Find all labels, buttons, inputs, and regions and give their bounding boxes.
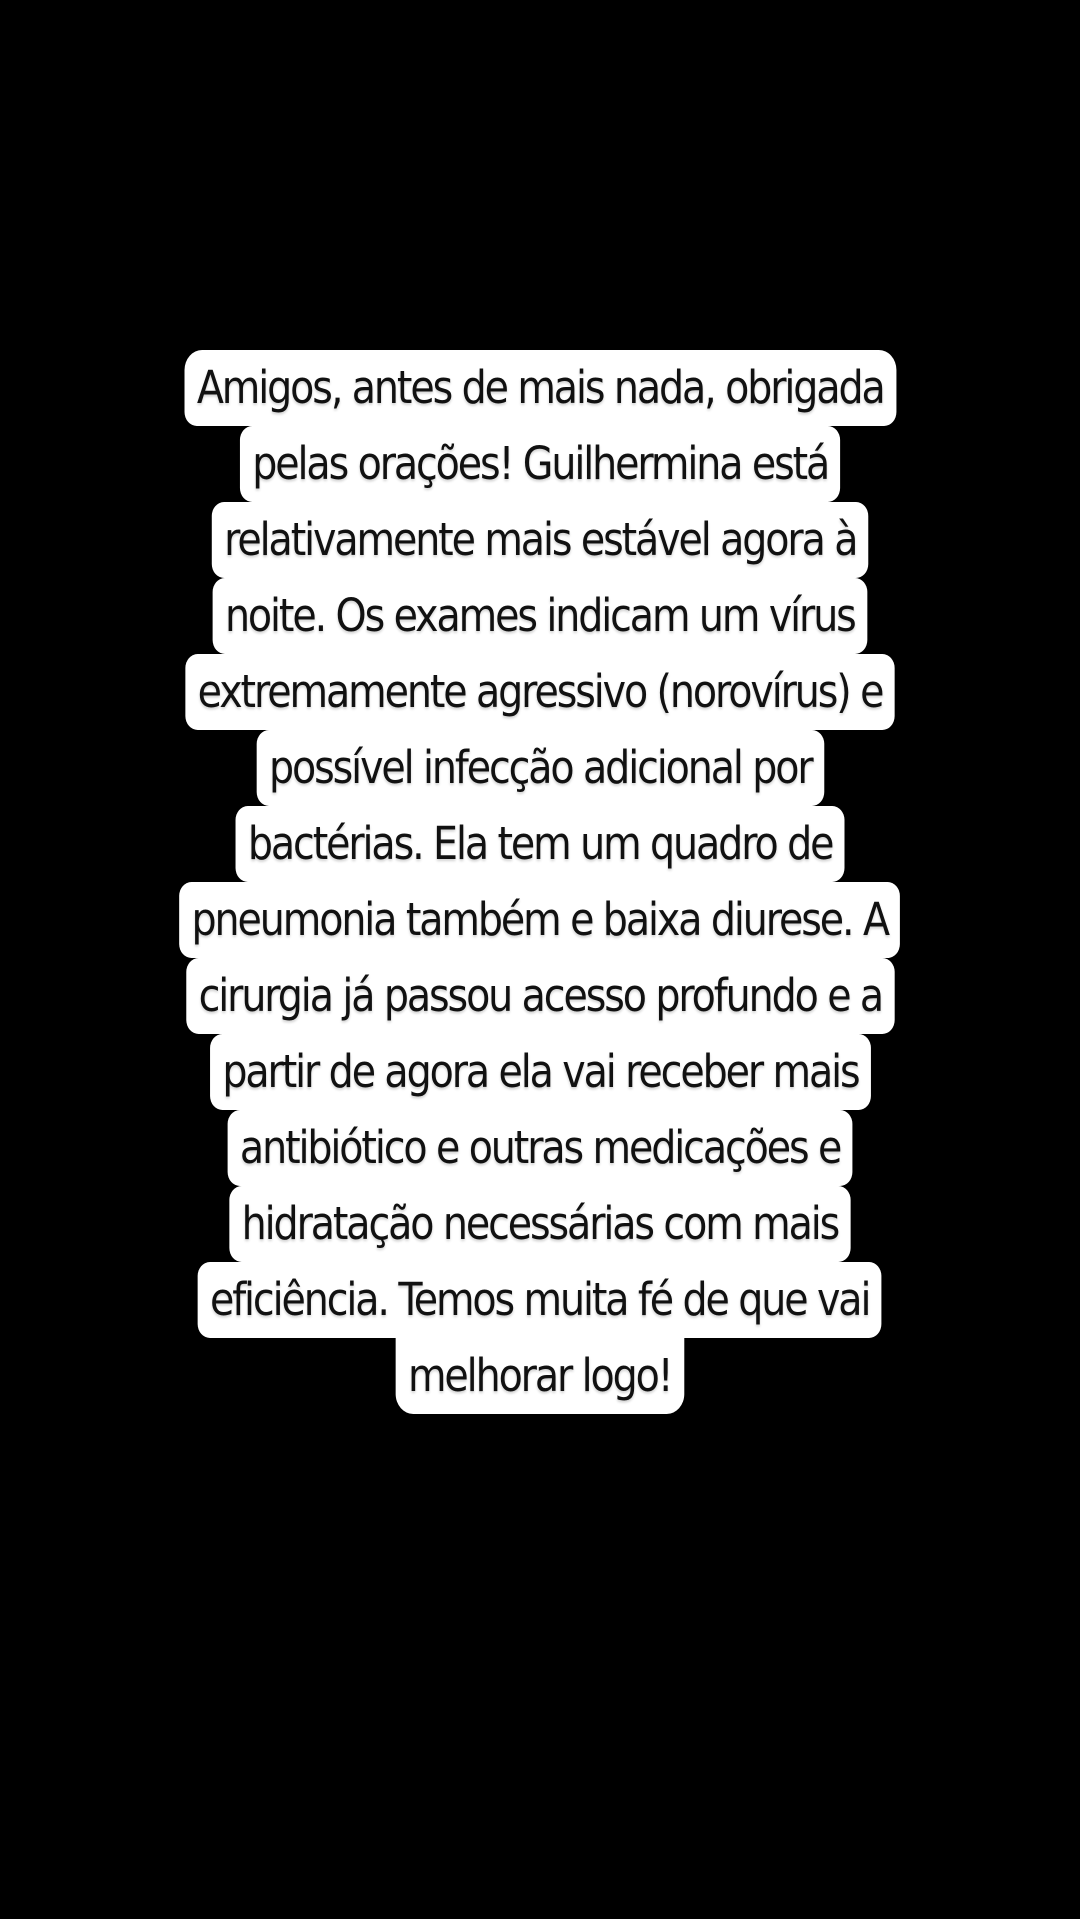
- story-text-line: pelas orações! Guilhermina está: [240, 426, 841, 502]
- story-text-line: noite. Os exames indicam um vírus: [213, 578, 867, 654]
- story-text-line: relativamente mais estável agora à: [212, 502, 869, 578]
- story-text-line: eficiência. Temos muita fé de que vai: [198, 1262, 882, 1338]
- story-text-line: Amigos, antes de mais nada, obrigada: [184, 350, 895, 426]
- story-text-line: melhorar logo!: [396, 1338, 684, 1414]
- story-text-block: [0, 350, 1080, 1414]
- story-text-line: hidratação necessárias com mais: [229, 1186, 850, 1262]
- story-text-line: bactérias. Ela tem um quadro de: [235, 806, 844, 882]
- story-text-line: extremamente agressivo (norovírus) e: [185, 654, 894, 730]
- story-text-line: cirurgia já passou acesso profundo e a: [186, 958, 894, 1034]
- story-text-line: pneumonia também e baixa diurese. A: [179, 882, 900, 958]
- story-text-line: antibiótico e outras medicações e: [228, 1110, 853, 1186]
- story-text-line: partir de agora ela vai receber mais: [210, 1034, 871, 1110]
- story-text-line: possível infecção adicional por: [256, 730, 823, 806]
